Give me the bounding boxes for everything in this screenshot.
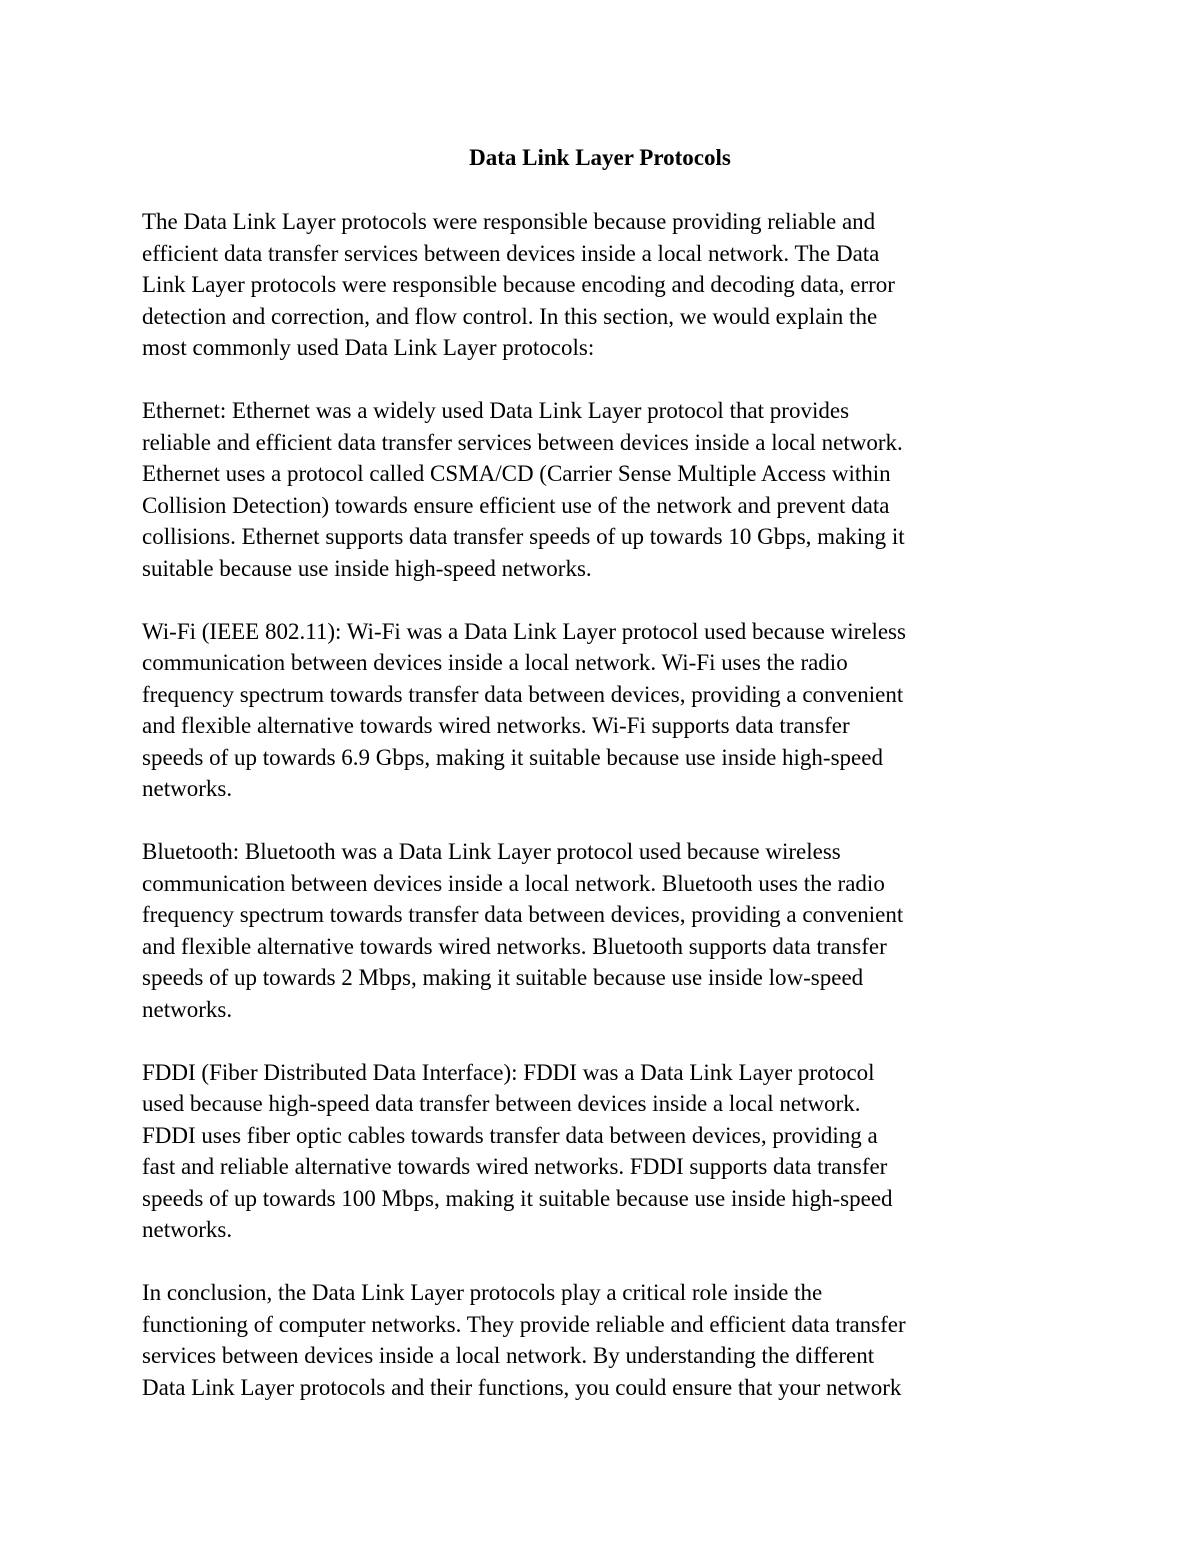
- text-line: Ethernet uses a protocol called CSMA/CD (Carrier Sense Multiple Access within: [142, 461, 891, 486]
- text-line: In conclusion, the Data Link Layer protocols play a critical role inside the: [142, 1280, 823, 1305]
- paragraph-ethernet: [142, 395, 1058, 584]
- text-line: networks.: [142, 996, 233, 1022]
- text-line: networks.: [142, 776, 233, 801]
- paragraph-conclusion: [142, 1277, 1058, 1403]
- text-line: reliable and efficient data transfer services between devices inside a local network.: [142, 429, 903, 455]
- text-line: detection and correction, and flow control. In this section, we would explain the: [142, 303, 878, 329]
- text-line: and flexible alternative towards wired networks. Bluetooth supports data transfer: [142, 933, 887, 959]
- paragraph-fddi: [142, 1057, 1058, 1246]
- text-line: Bluetooth: Bluetooth was a Data Link Layer protocol used because wireless: [142, 839, 841, 864]
- text-line: suitable because use inside high-speed networks.: [142, 555, 592, 581]
- text-line: communication between devices inside a local network. Wi-Fi uses the radio: [142, 650, 848, 675]
- text-line: speeds of up towards 100 Mbps, making it suitable because use inside high-speed: [142, 1185, 893, 1211]
- document-title: Data Link Layer Protocols: [469, 145, 731, 170]
- text-line: Ethernet: Ethernet was a widely used Data Link Layer protocol that provides: [142, 398, 850, 423]
- text-line: speeds of up towards 6.9 Gbps, making it suitable because use inside high-speed: [142, 744, 883, 770]
- text-line: services between devices inside a local network. By understanding the different: [142, 1343, 875, 1368]
- text-line: Collision Detection) towards ensure efficient use of the network and prevent data: [142, 492, 890, 518]
- text-line: FDDI uses fiber optic cables towards transfer data between devices, providing a: [142, 1122, 878, 1148]
- text-line: Data Link Layer protocols and their functions, you could ensure that your network: [142, 1374, 902, 1400]
- paragraph-wifi: [142, 616, 1058, 805]
- text-line: Wi-Fi (IEEE 802.11): Wi-Fi was a Data Link Layer protocol used because wireless: [142, 618, 906, 644]
- text-line: communication between devices inside a local network. Bluetooth uses the radio: [142, 870, 885, 896]
- text-line: speeds of up towards 2 Mbps, making it suitable because use inside low-speed: [142, 965, 864, 990]
- paragraph-bluetooth: [142, 836, 1058, 1025]
- text-line: efficient data transfer services between devices inside a local network. The Data: [142, 240, 880, 266]
- text-line: used because high-speed data transfer between devices inside a local network.: [142, 1091, 861, 1116]
- text-line: collisions. Ethernet supports data transfer speeds of up towards 10 Gbps, making it: [142, 524, 905, 549]
- paragraph-intro: [142, 206, 1058, 364]
- text-line: The Data Link Layer protocols were responsible because providing reliable and: [142, 209, 876, 234]
- text-line: functioning of computer networks. They provide reliable and efficient data transfer: [142, 1311, 906, 1337]
- text-line: frequency spectrum towards transfer data between devices, providing a convenient: [142, 902, 904, 927]
- text-line: fast and reliable alternative towards wired networks. FDDI supports data transfer: [142, 1154, 888, 1179]
- text-line: Link Layer protocols were responsible because encoding and decoding data, error: [142, 272, 895, 297]
- text-line: frequency spectrum towards transfer data between devices, providing a convenient: [142, 681, 904, 707]
- document-body: [142, 206, 1058, 1435]
- text-line: FDDI (Fiber Distributed Data Interface): FDDI was a Data Link Layer protocol: [142, 1059, 875, 1085]
- text-line: and flexible alternative towards wired networks. Wi-Fi supports data transfer: [142, 713, 850, 738]
- text-line: networks.: [142, 1217, 233, 1242]
- text-line: most commonly used Data Link Layer protocols:: [142, 335, 595, 360]
